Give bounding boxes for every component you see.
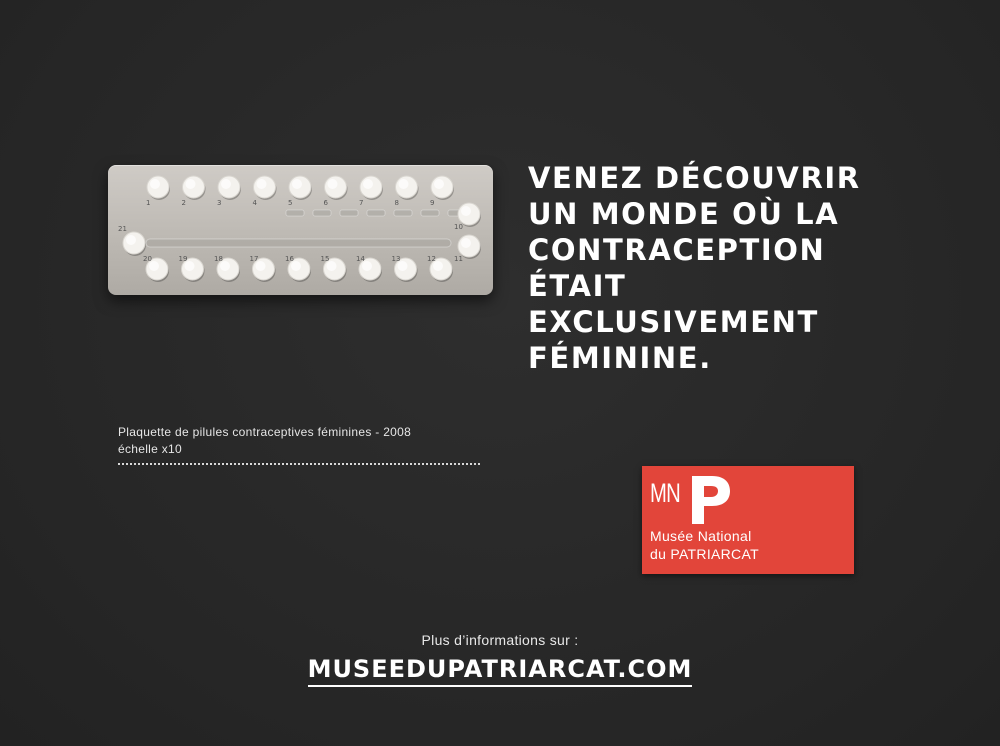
pill-day-number: 17 bbox=[249, 255, 259, 263]
pill-day-number: 13 bbox=[391, 255, 401, 263]
pill bbox=[214, 255, 240, 282]
pill-day-number: 11 bbox=[454, 255, 463, 263]
pill bbox=[253, 176, 277, 207]
pill bbox=[454, 235, 481, 263]
blister-dash bbox=[340, 210, 358, 216]
blister-pills-graphic bbox=[108, 165, 493, 295]
pill bbox=[143, 255, 169, 282]
pill-day-number: 6 bbox=[323, 199, 328, 207]
pill bbox=[285, 255, 311, 282]
pill-day-number: 5 bbox=[288, 199, 293, 207]
pill-blister-pack bbox=[108, 165, 493, 295]
caption-dotted-divider bbox=[118, 463, 480, 465]
headline-line: EXCLUSIVEMENT bbox=[528, 305, 819, 339]
headline-line: CONTRACEPTION bbox=[528, 233, 826, 267]
pill bbox=[430, 176, 454, 207]
pill bbox=[250, 255, 276, 282]
pill bbox=[146, 176, 170, 207]
pill-day-number: 2 bbox=[181, 199, 186, 207]
blister-dash bbox=[421, 210, 439, 216]
museum-logo bbox=[642, 466, 854, 574]
pill-day-number: 8 bbox=[394, 199, 399, 207]
blister-groove bbox=[146, 239, 451, 247]
logo-p-letter-icon bbox=[690, 474, 732, 526]
pill-day-number: 19 bbox=[178, 255, 188, 263]
pill-day-number: 10 bbox=[454, 223, 463, 231]
blister-dash bbox=[367, 210, 385, 216]
pill bbox=[395, 176, 419, 207]
headline-line: ÉTAIT bbox=[528, 269, 627, 303]
pill-day-number: 9 bbox=[430, 199, 435, 207]
logo-name-line1: Musée National bbox=[650, 528, 752, 544]
pill bbox=[321, 255, 347, 282]
pill bbox=[324, 176, 348, 207]
pill-day-number: 16 bbox=[285, 255, 294, 263]
pill bbox=[359, 176, 383, 207]
headline-line: UN MONDE OÙ LA bbox=[528, 197, 840, 231]
pill bbox=[427, 255, 453, 282]
pill bbox=[179, 255, 205, 282]
pill-day-number: 14 bbox=[356, 255, 365, 263]
caption-line: Plaquette de pilules contraceptives féminines - 2008 bbox=[118, 425, 412, 439]
blister-dash bbox=[313, 210, 331, 216]
info-label: Plus d’informations sur : bbox=[421, 632, 579, 648]
pill-day-number: 4 bbox=[252, 199, 257, 207]
headline-line: FÉMININE. bbox=[528, 341, 712, 375]
pill bbox=[356, 255, 382, 282]
pill-day-number: 20 bbox=[143, 255, 152, 263]
caption-line: échelle x10 bbox=[118, 442, 183, 456]
pill-day-number: 1 bbox=[146, 199, 151, 207]
headline bbox=[528, 160, 968, 376]
website-link-text[interactable]: MUSEEDUPATRIARCAT.COM bbox=[308, 655, 693, 687]
blister-dash bbox=[286, 210, 304, 216]
image-caption bbox=[118, 424, 480, 458]
pill bbox=[217, 176, 241, 207]
pill bbox=[454, 203, 481, 231]
pill bbox=[288, 176, 312, 207]
pill bbox=[118, 225, 146, 256]
headline-line: VENEZ DÉCOUVRIR bbox=[528, 161, 861, 195]
logo-mn-mark: MN bbox=[650, 478, 680, 508]
pill-day-number: 12 bbox=[427, 255, 436, 263]
pill bbox=[182, 176, 206, 207]
pill-day-number: 21 bbox=[118, 225, 127, 233]
website-link[interactable] bbox=[0, 655, 1000, 683]
pill bbox=[392, 255, 418, 282]
pill-day-number: 7 bbox=[359, 199, 364, 207]
pill-day-number: 15 bbox=[320, 255, 330, 263]
blister-dash bbox=[394, 210, 412, 216]
logo-name-line2: du PATRIARCAT bbox=[650, 546, 759, 562]
pill-day-number: 3 bbox=[217, 199, 222, 207]
pill-day-number: 18 bbox=[214, 255, 223, 263]
